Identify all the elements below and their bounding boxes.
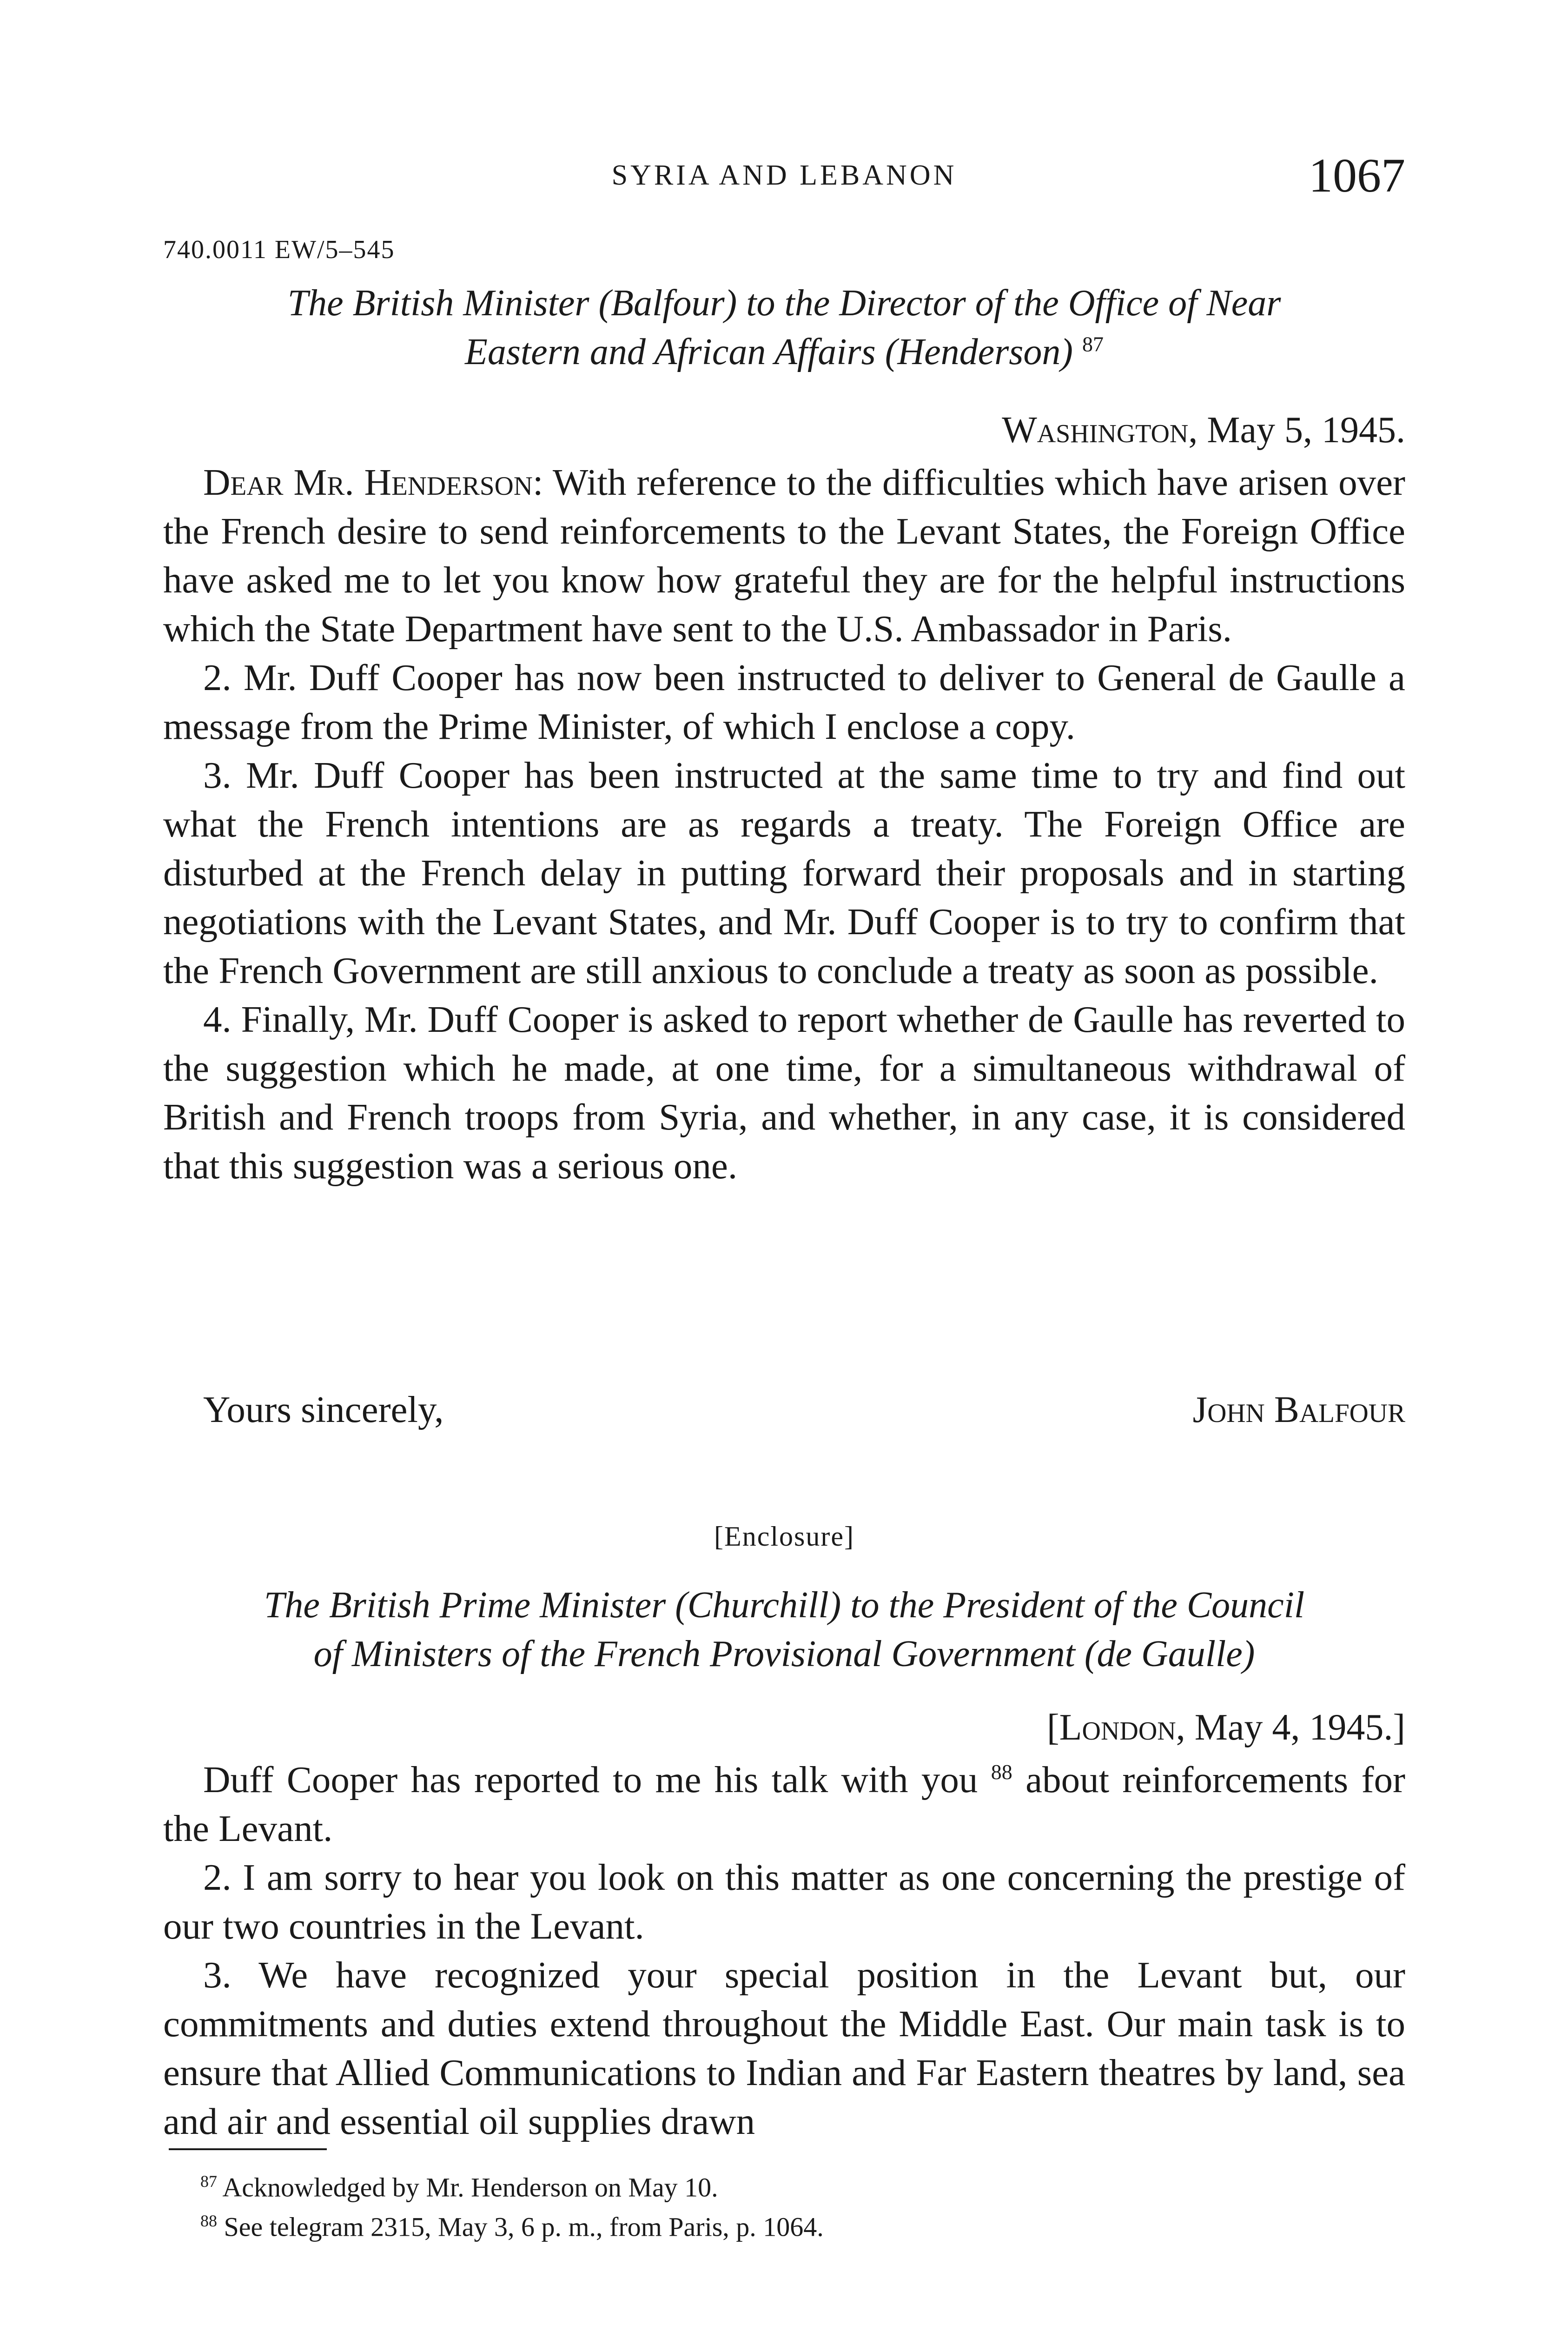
letter-paragraph-1-text: : With reference to the difficulties which have arisen over the French desire to send reinforcements to the Levant States, the Foreign Office have asked me to let you know how grateful they are for the helpful instructions which the State Department have sent to the U.S. Ambassador in Paris. [163, 461, 1405, 650]
dateline-bracket: [ [1047, 1707, 1059, 1748]
enclosure-heading-line-2: of Ministers of the French Provisional Government (de Gaulle) [313, 1634, 1255, 1674]
footnote-88 [163, 2204, 1405, 2244]
enclosure-heading-line-1: The British Prime Minister (Churchill) to the President of the Council [264, 1585, 1305, 1626]
footnote-ref-88: 88 [991, 1760, 1012, 1784]
file-reference: 740.0011 EW/5–545 [163, 235, 395, 264]
letter-heading [163, 279, 1405, 377]
enclosure-label: [Enclosure] [714, 1521, 854, 1552]
letter-heading-line-1: The British Minister (Balfour) to the Director of the Office of Near [287, 283, 1281, 324]
dateline-date: , May 5, 1945. [1188, 410, 1405, 451]
enclosure-heading [163, 1581, 1405, 1679]
footnote-87 [163, 2165, 1405, 2204]
letter-closing [163, 1388, 1405, 1439]
signature: John Balfour [1192, 1388, 1405, 1430]
complimentary-close: Yours sincerely, [203, 1388, 444, 1430]
letter-paragraph-1 [163, 458, 1405, 653]
letter-heading-line-2 [163, 328, 1405, 377]
enclosure-paragraph-1-before: Duff Cooper has reported to me his talk with you [203, 1759, 978, 1800]
footnote-88-text: See telegram 2315, May 3, 6 p. m., from Paris, p. 1064. [224, 2212, 824, 2242]
enclosure-dateline-date: , May 4, 1945.] [1176, 1707, 1405, 1748]
salutation: Dear Mr. Henderson [203, 461, 533, 503]
footnote-88-marker: 88 [200, 2212, 217, 2231]
page-number: 1067 [1309, 149, 1405, 202]
enclosure-paragraph-2: 2. I am sorry to hear you look on this matter as one concerning the prestige of our two countries in the Levant. [163, 1856, 1405, 1947]
letter-dateline [163, 409, 1405, 452]
footnote-87-marker: 87 [200, 2172, 217, 2191]
letter-heading-line-2-text: Eastern and African Affairs (Henderson) [464, 332, 1073, 372]
enclosure-dateline-place: London [1059, 1707, 1176, 1748]
dateline-place: Washington [1002, 410, 1189, 451]
running-title: SYRIA AND LEBANON [611, 159, 957, 191]
footnote-87-text: Acknowledged by Mr. Henderson on May 10. [222, 2172, 718, 2203]
enclosure-paragraph-1-after: about reinforcements for the Levant. [163, 1759, 1406, 1849]
footnote-ref-87: 87 [1082, 332, 1104, 356]
letter-body [163, 458, 1405, 1190]
enclosure-paragraph-3: 3. We have recognized your special position in the Levant but, our commitments and duties extend throughout the Middle East. Our main task is to ensure that Allied Communications to Indian and Far Eastern theatres by land, sea and air and essential oil supplies drawn [163, 1954, 1405, 2142]
footnote-divider [169, 2148, 327, 2150]
footnotes [163, 2165, 1405, 2244]
letter-paragraph-4: 4. Finally, Mr. Duff Cooper is asked to report whether de Gaulle has reverted to the suggestion which he made, at one time, for a simultaneous withdrawal of British and French troops from Syria, and whether, in any case, it is considered that this suggestion was a serious one. [163, 998, 1405, 1187]
enclosure-body [163, 1755, 1405, 2146]
letter-paragraph-3: 3. Mr. Duff Cooper has been instructed at the same time to try and find out what the French intentions are as regards a treaty. The Foreign Office are disturbed at the French delay in putting forward their proposals and in starting negotiations with the Levant States, and Mr. Duff Cooper is to try to confirm that the French Government are still anxious to conclude a treaty as soon as possible. [163, 754, 1405, 991]
letter-paragraph-2: 2. Mr. Duff Cooper has now been instructed to deliver to General de Gaulle a message from the Prime Minister, of which I enclose a copy. [163, 657, 1405, 747]
running-head [163, 148, 1405, 204]
enclosure-dateline [163, 1707, 1405, 1749]
enclosure-paragraph-1 [163, 1755, 1405, 1853]
